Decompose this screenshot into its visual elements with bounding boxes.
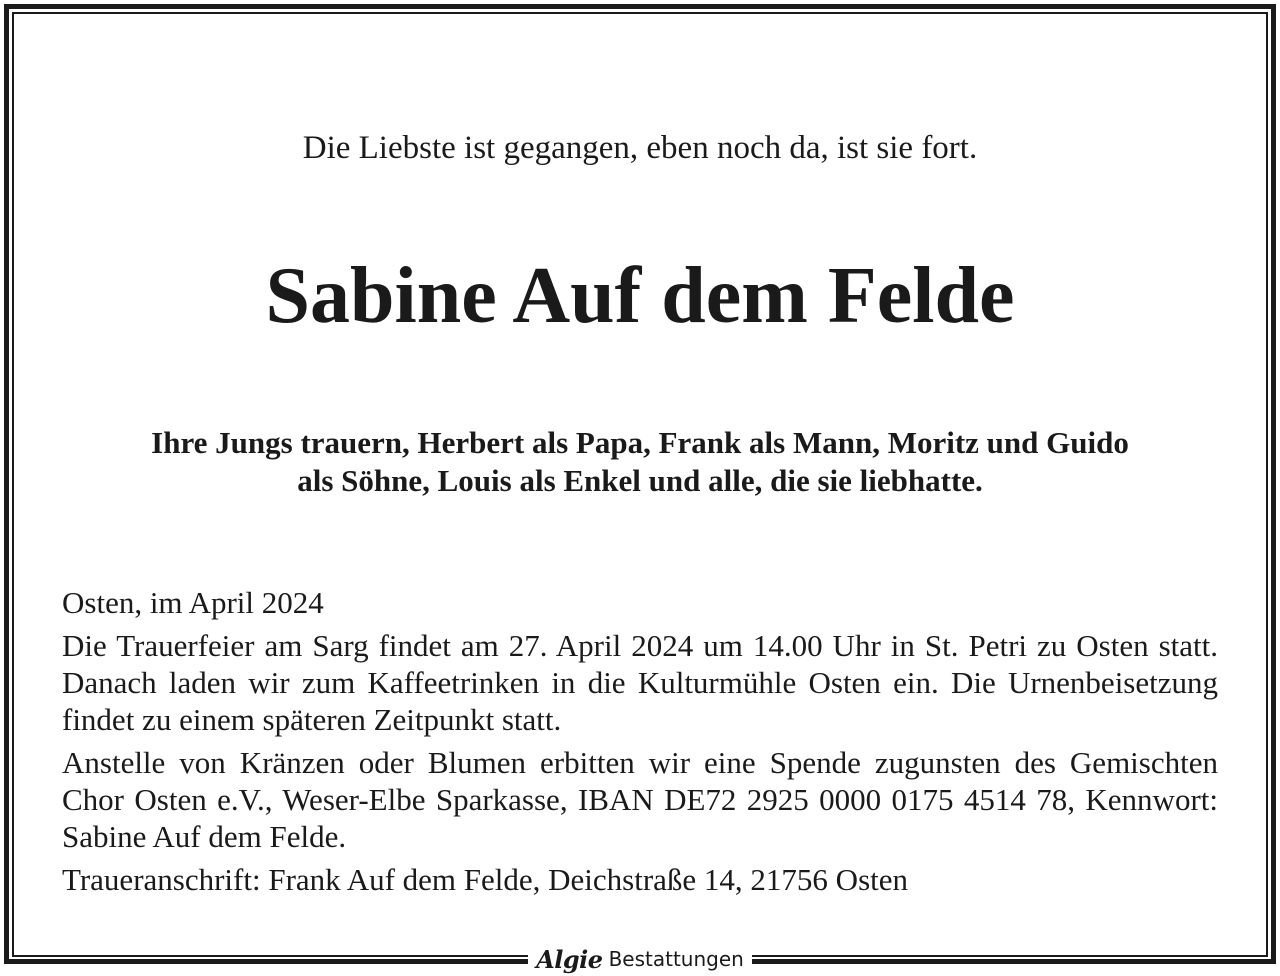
algie-logo-icon: Algie [536, 944, 603, 974]
notice-body [62, 584, 1218, 904]
mourners-text [60, 424, 1220, 500]
donation-paragraph: Anstelle von Kränzen oder Blumen erbitten wir eine Spende zugunsten des Gemischten Chor Osten e.V., Weser-Elbe Sparkasse, IBAN DE72 2925 0000 0175 4514 78, Kennwort: Sabine Auf dem Felde. [62, 745, 1218, 854]
place-date: Osten, im April 2024 [62, 585, 324, 620]
mourners-line-1: Ihre Jungs trauern, Herbert als Papa, Frank als Mann, Moritz und Guido [151, 425, 1129, 460]
footer [0, 944, 1280, 974]
deceased-name: Sabine Auf dem Felde [265, 252, 1015, 340]
ceremony-paragraph: Die Trauerfeier am Sarg findet am 27. April 2024 um 14.00 Uhr in St. Petri zu Osten statt. Danach laden wir zum Kaffeetrinken in die Kulturmühle Osten ein. Die Urnenbeisetzung findet zu einem späteren Zeitpunkt statt. [62, 628, 1218, 737]
funeral-home-logo [528, 944, 752, 974]
logo-text: Bestattungen [608, 947, 744, 971]
opening-quote: Die Liebste ist gegangen, eben noch da, ist sie fort. [302, 130, 978, 166]
mourning-address: Traueranschrift: Frank Auf dem Felde, Deichstraße 14, 21756 Osten [62, 862, 909, 897]
mourners-line-2: als Söhne, Louis als Enkel und alle, die sie liebhatte. [297, 463, 983, 498]
